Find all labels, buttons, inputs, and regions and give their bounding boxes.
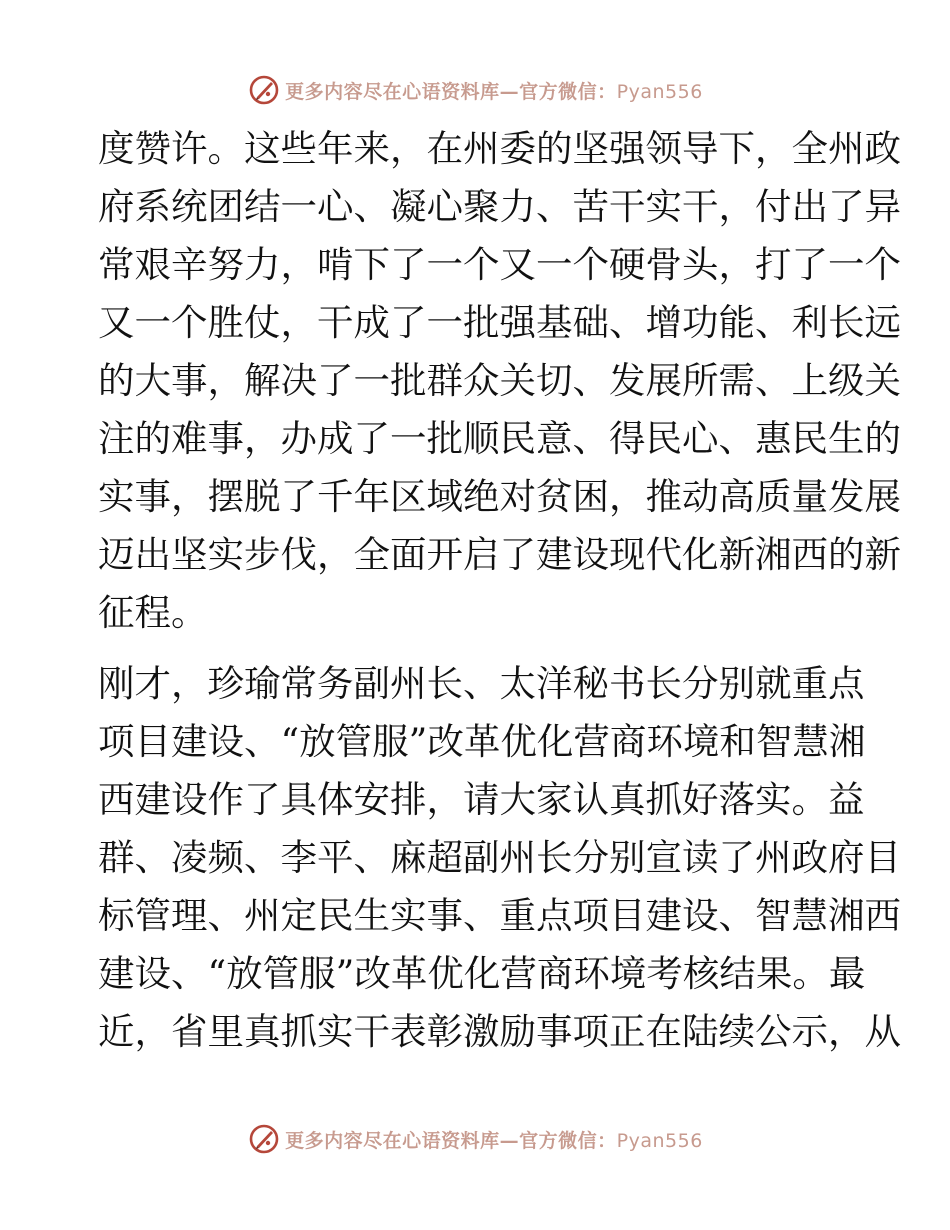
- text-line: 刚才，珍瑜常务副州长、太洋秘书长分别就重点: [98, 662, 865, 705]
- header-watermark: [0, 70, 950, 110]
- watermark-wechat-id: Pyan556: [616, 80, 703, 103]
- text-line: 项目建设、“放管服”改革优化营商环境和智慧湘: [98, 720, 866, 763]
- paragraph: [98, 120, 901, 642]
- text-line: 度赞许。这些年来，在州委的坚强领导下，全州政: [98, 127, 901, 170]
- text-line: 迈出坚实步伐，全面开启了建设现代化新湘西的新: [98, 533, 901, 576]
- watermark-text: 更多内容尽在心语资料库—官方微信：Pyan556: [285, 1129, 703, 1152]
- paragraph: [98, 655, 901, 1061]
- watermark-text: 更多内容尽在心语资料库—官方微信：Pyan556: [285, 80, 703, 103]
- text-line: 又一个胜仗，干成了一批强基础、增功能、利长远: [98, 301, 901, 344]
- watermark-wechat-id: Pyan556: [616, 1129, 703, 1152]
- text-line: 征程。: [98, 591, 208, 634]
- text-line: 近，省里真抓实干表彰激励事项正在陆续公示，从: [98, 1010, 901, 1053]
- text-line: 西建设作了具体安排，请大家认真抓好落实。益: [98, 778, 865, 821]
- pen-logo-icon: [247, 73, 281, 107]
- text-line: 建设、“放管服”改革优化营商环境考核结果。最: [98, 952, 866, 995]
- text-line: 的大事，解决了一批群众关切、发展所需、上级关: [98, 359, 901, 402]
- text-line: 群、凌频、李平、麻超副州长分别宣读了州政府目: [98, 836, 901, 879]
- paragraph-gap: [98, 642, 854, 655]
- text-line: 实事，摆脱了千年区域绝对贫困，推动高质量发展: [98, 475, 901, 518]
- footer-watermark: [0, 1119, 950, 1159]
- text-line: 标管理、州定民生实事、重点项目建设、智慧湘西: [98, 894, 901, 937]
- pen-logo-icon: [247, 1122, 281, 1156]
- text-line: 常艰辛努力，啃下了一个又一个硬骨头，打了一个: [98, 243, 901, 286]
- text-line: 注的难事，办成了一批顺民意、得民心、惠民生的: [98, 417, 901, 460]
- document-body: [98, 120, 901, 1061]
- text-line: 府系统团结一心、凝心聚力、苦干实干，付出了异: [98, 185, 901, 228]
